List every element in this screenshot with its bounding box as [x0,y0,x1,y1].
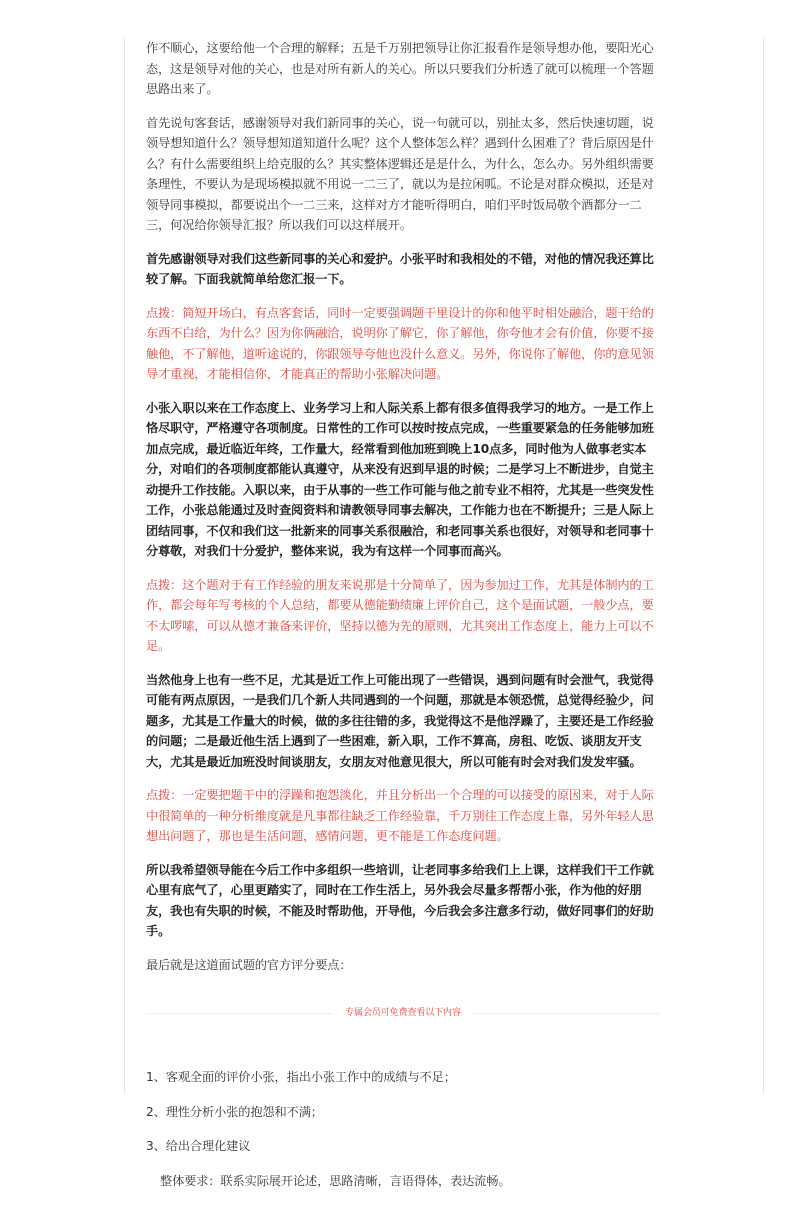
tip-strengths: 点拨：这个题对于有工作经验的朋友来说那是十分简单了，因为参加过工作，尤其是体制内的工作，都会每年写考核的个人总结，都要从德能勤绩廉上评价自己，这个是面试题，一般少点，要不太啰嗦，可以从德才兼备来评价，坚持以德为先的原则，尤其突出工作态度上，能力上可以不足。 [146,577,654,653]
paragraph-intro: 作不顺心，这要给他一个合理的解释；五是千万别把领导让你汇报看作是领导想办他，要阳光心态，这是领导对他的关心，也是对所有新人的关心。所以只要我们分析透了就可以梳理一个答题思路出来了。 [146,41,654,96]
scoring-points-list [146,1067,660,1191]
answer-strengths: 小张入职以来在工作态度上、业务学习上和人际关系上都有很多值得我学习的地方。一是工作上恪尽职守，严格遵守各项制度。日常性的工作可以按时按点完成，一些重要紧急的任务能够加班加点完成，最近临近年终，工作量大，经常看到他加班到晚上10点多，同时他为人做事老实本分，对咱们的各项制度都能认真遵守，从来没有迟到早退的时候；二是学习上不断进步，自觉主动提升工作技能。入职以来，由于从事的一些工作可能与他之前专业不相符，尤其是一些突发性工作，小张总能通过及时查阅资料和请教领导同事去解决，工作能力也在不断提升；三是人际上团结同事，不仅和我们这一批新来的同事关系很融洽，和老同事关系也很好，对领导和老同事十分尊敬，对我们十分爱护，整体来说，我为有这样一个同事而高兴。 [146,400,654,558]
answer-weaknesses: 当然他身上也有一些不足，尤其是近工作上可能出现了一些错误，遇到问题有时会泄气，我觉得可能有两点原因，一是我们几个新人共同遇到的一个问题，那就是本领恐慌，总觉得经验少，问题多，尤其是工作量大的时候，做的多往往错的多，我觉得这不是他浮躁了，主要还是工作经验的问题；二是最近他生活上遇到了一些困难，新入职，工作不算高，房租、吃饭、谈朋友开支大，尤其是最近加班没时间谈朋友，女朋友对他意见很大，所以可能有时会对我们发发牢骚。 [146,672,654,769]
paragraph-scoring-intro: 最后就是这道面试题的官方评分要点： [146,957,352,972]
tip-weaknesses: 点拨：一定要把题干中的浮躁和抱怨淡化，并且分析出一个合理的可以接受的原因来，对于人际中很简单的一种分析维度就是凡事都往缺乏工作经验靠，千万别往工作态度上靠，另外年轻人思想出问题了，那也是生活问题，感情问题，更不能是工作态度问题。 [146,788,654,843]
members-only-label: 专属会员可免费查看以下内容 [333,1005,473,1021]
article-body [146,38,660,1205]
scoring-point: 1、客观全面的评价小张，指出小张工作中的成绩与不足； [146,1070,456,1084]
overall-requirement: 整体要求：联系实际展开论述，思路清晰，言语得体，表达流畅。 [160,1173,511,1188]
paragraph-approach: 首先说句客套话，感谢领导对我们新同事的关心，说一句就可以，别扯太多，然后快速切题，说领导想知道什么？领导想知道知道什么呢？这个人整体怎么样？遇到什么困难了？背后原因是什么？有什么需要组织上给克服的么？其实整体逻辑还是是什么，为什么，怎么办。另外组织需要条理性，不要认为是现场模拟就不用说一二三了，就以为是拉闲呱。不论是对群众模拟，还是对领导同事模拟，都要说出个一二三来，这样对方才能听得明白，咱们平时饭局敬个酒都分一二三，何况给你领导汇报？所以我们可以这样展开。 [146,115,654,232]
answer-opening: 首先感谢领导对我们这些新同事的关心和爱护。小张平时和我相处的不错，对他的情况我还算比较了解。下面我就简单给您汇报一下。 [146,251,654,286]
tip-opening: 点拨：简短开场白，有点客套话，同时一定要强调题干里设计的你和他平时相处融洽，题干给的东西不白给，为什么？因为你俩融洽，说明你了解它，你了解他，你夸他才会有价值，你要不接触他，不了解他，道听途说的，你跟领导夸他也没什么意义。另外，你说你了解他，你的意见领导才重视，才能相信你，才能真正的帮助小张解决问题。 [146,305,654,381]
scoring-point: 2、理性分析小张的抱怨和不满； [146,1104,323,1119]
scoring-point: 3、给出合理化建议 [146,1139,251,1153]
answer-suggestions: 所以我希望领导能在今后工作中多组织一些培训，让老同事多给我们上上课，这样我们干工作就心里有底气了，心里更踏实了，同时在工作生活上，另外我会尽量多帮帮小张，作为他的好朋友，我也有失职的时候，不能及时帮助他，开导他，今后我会多注意多行动，做好同事们的好助手。 [146,862,654,938]
members-only-divider [146,1005,660,1021]
